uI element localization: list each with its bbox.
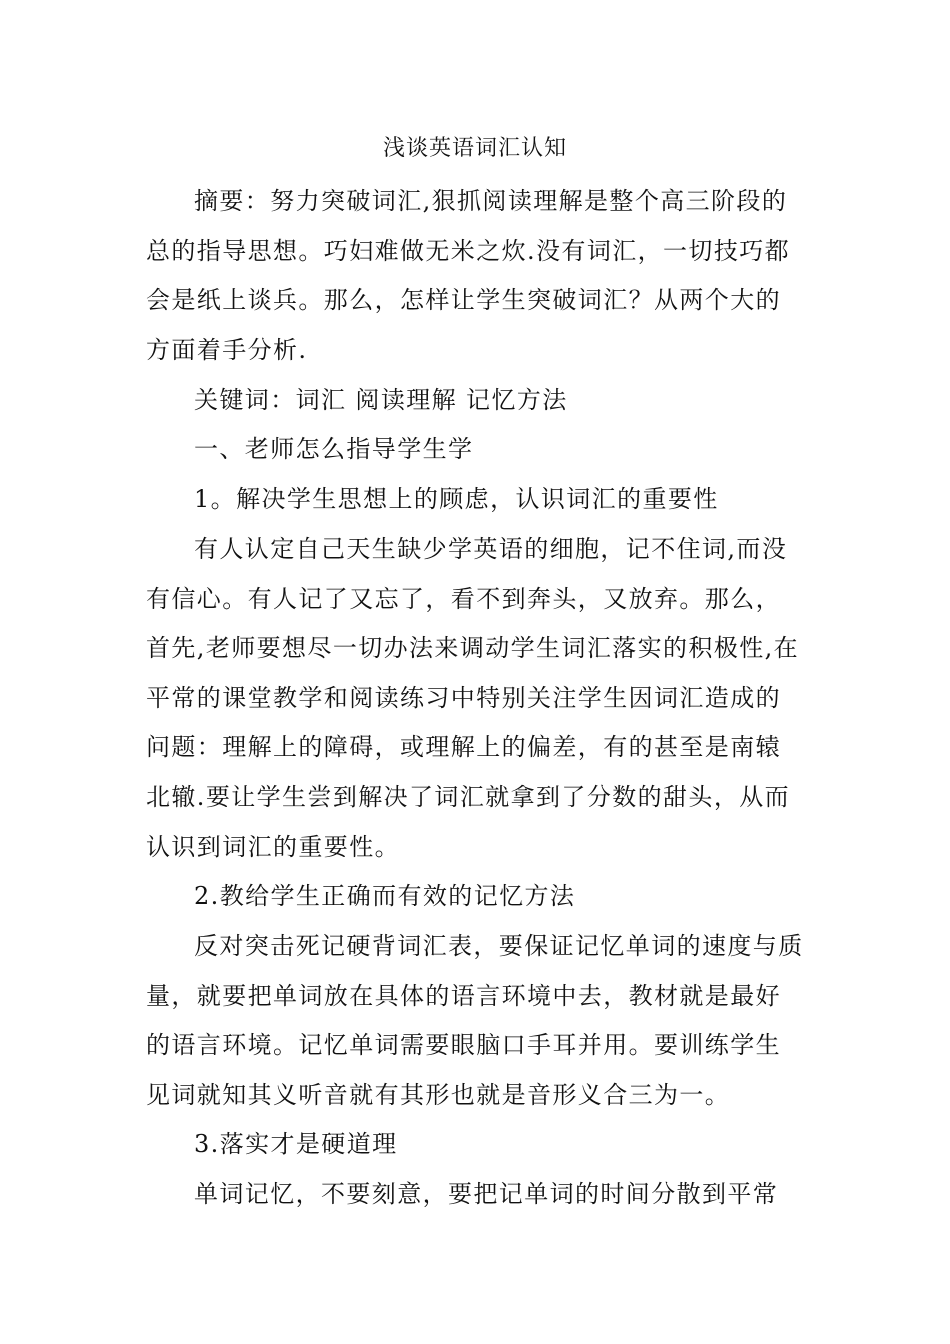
keywords-line: 关键词：词汇 阅读理解 记忆方法: [194, 386, 568, 414]
item-body-paragraph: 单词记忆，不要刻意，要把记单词的时间分散到平常: [194, 1180, 779, 1208]
item-body-paragraph: 反对突击死记硬背词汇表，要保证记忆单词的速度与质量，就要把单词放在具体的语言环境中去，教材就是最好的语言环境。记忆单词需要眼脑口手耳并用。要训练学生见词就知其义听音就有其形也就是音形义合三为一。: [146, 932, 804, 1109]
item-heading: 1。解决学生思想上的顾虑，认识词汇的重要性: [194, 485, 719, 513]
item-heading: 2.教给学生正确而有效的记忆方法: [194, 882, 576, 910]
document-title: 浅谈英语词汇认知: [382, 136, 567, 161]
section-heading: 一、老师怎么指导学生学: [194, 435, 474, 463]
item-body-paragraph: 有人认定自己天生缺少学英语的细胞，记不住词,而没有信心。有人记了又忘了，看不到奔头，又放弃。那么，首先,老师要想尽一切办法来调动学生词汇落实的积极性,在平常的课堂教学和阅读练习中特别关注学生因词汇造成的问题：理解上的障碍，或理解上的偏差，有的甚至是南辕北辙.要让学生尝到解决了词汇就拿到了分数的甜头，从而认识到词汇的重要性。: [146, 535, 800, 861]
item-heading: 3.落实才是硬道理: [194, 1130, 398, 1158]
abstract-paragraph: 摘要：努力突破词汇,狠抓阅读理解是整个高三阶段的总的指导思想。巧妇难做无米之炊.没有词汇，一切技巧都会是纸上谈兵。那么，怎样让学生突破词汇？从两个大的方面着手分析.: [146, 187, 791, 364]
